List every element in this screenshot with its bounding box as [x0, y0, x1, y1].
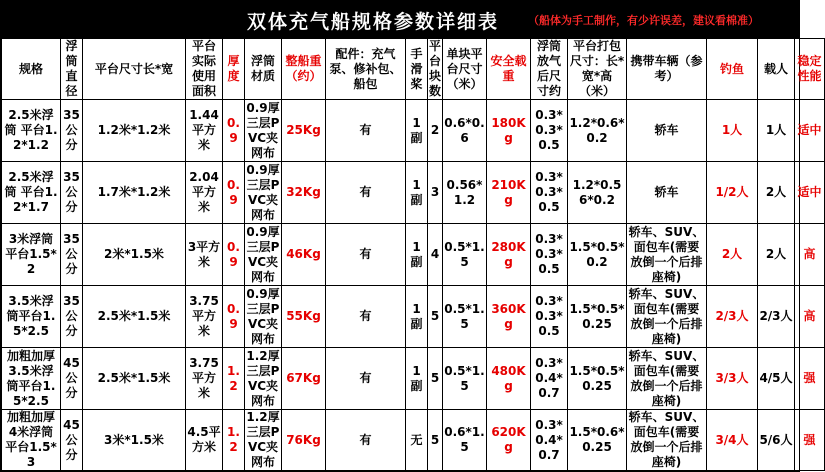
cell-thickness: 0.9	[223, 286, 245, 348]
cell-safe-load: 280Kg	[487, 224, 531, 286]
cell-float-material: 0.9厚三层PVC夹网布	[246, 286, 280, 346]
cell-spec: 加粗加厚3.5米浮筒平台1.5*2.5	[2, 348, 61, 410]
cell-usable-area: 3.75平方米	[186, 286, 223, 348]
cell-pack-size: 1.5*0.5*0.25	[568, 348, 627, 410]
cell-thickness: 0.9	[223, 100, 245, 162]
cell-stability: 高	[795, 224, 825, 286]
header-platform-pieces: 平台块数	[429, 39, 442, 98]
header-spec: 规格	[2, 39, 61, 100]
cell-platform-pieces: 2	[428, 100, 443, 162]
cell-accessories: 有	[326, 224, 406, 286]
cell-platform-size: 1.7米*1.2米	[83, 162, 186, 224]
header-paddles: 手滑桨	[406, 39, 428, 100]
cell-pack-size: 1.5*0.5*0.25	[568, 286, 627, 348]
cell-capacity: 4/5人	[758, 348, 795, 410]
cell-fishing: 3/4人	[707, 410, 758, 471]
cell-pack-size: 1.2*0.6*0.2	[568, 100, 627, 162]
cell-safe-load: 360Kg	[487, 286, 531, 348]
cell-platform-size: 2米*1.5米	[83, 224, 186, 286]
cell-paddles: 1副	[406, 286, 428, 348]
cell-platform-pieces: 5	[428, 286, 443, 348]
header-float-diameter: 浮筒直径	[61, 39, 83, 100]
cell-boat-weight: 25Kg	[282, 100, 326, 162]
cell-fishing: 2人	[707, 224, 758, 286]
cell-capacity: 1人	[758, 100, 795, 162]
table-title: 双体充气船规格参数详细表	[247, 11, 500, 33]
cell-platform-pieces: 4	[428, 224, 443, 286]
cell-vehicle: 轿车	[627, 100, 707, 162]
cell-boat-weight: 32Kg	[282, 162, 326, 224]
cell-float-diameter: 35公分	[61, 100, 83, 162]
cell-deflated-size: 0.3*0.4*0.7	[531, 348, 568, 410]
cell-float-diameter: 45公分	[61, 348, 83, 410]
cell-usable-area: 3平方米	[186, 224, 223, 286]
cell-vehicle: 轿车、SUV、面包车(需要放倒一个后排座椅)	[627, 348, 707, 410]
cell-paddles: 1副	[406, 162, 428, 224]
header-thickness: 厚度	[223, 39, 245, 100]
cell-usable-area: 3.75平方米	[186, 348, 223, 410]
cell-float-diameter: 35公分	[61, 286, 83, 348]
table-row	[2, 224, 825, 286]
cell-vehicle: 轿车、SUV、面包车(需要放倒一个后排座椅)	[627, 224, 707, 286]
table-row	[2, 100, 825, 162]
cell-capacity: 2/3人	[758, 286, 795, 348]
cell-thickness: 0.9	[223, 162, 245, 224]
cell-thickness: 1.2	[223, 348, 245, 410]
cell-safe-load: 480Kg	[487, 348, 531, 410]
spec-table	[1, 38, 825, 471]
cell-float-diameter: 45公分	[61, 410, 83, 471]
cell-accessories: 有	[326, 100, 406, 162]
header-pack-size: 平台打包尺寸：长*宽*高（米）	[568, 39, 627, 100]
cell-fishing: 1/2人	[707, 162, 758, 224]
cell-vehicle: 轿车、SUV、面包车(需要放倒一个后排座椅)	[627, 410, 707, 471]
cell-usable-area: 4.5平方米	[186, 410, 223, 471]
cell-paddles: 1副	[406, 224, 428, 286]
cell-fishing: 2/3人	[707, 286, 758, 348]
header-boat-weight: 整船重（约）	[282, 39, 326, 100]
header-usable-area: 平台实际使用面积	[186, 39, 223, 100]
cell-capacity: 5/6人	[758, 410, 795, 471]
cell-spec: 3.5米浮筒平台1.5*2.5	[2, 286, 61, 348]
header-float-material: 浮筒材质	[245, 39, 282, 100]
header-deflated-size: 浮筒放气后尺寸约	[531, 39, 568, 100]
cell-float-material: 0.9厚三层PVC夹网布	[246, 224, 280, 284]
cell-boat-weight: 76Kg	[282, 410, 326, 471]
cell-thickness: 1.2	[223, 410, 245, 471]
cell-vehicle: 轿车	[627, 162, 707, 224]
cell-paddles: 1副	[406, 100, 428, 162]
cell-paddles: 无	[406, 410, 428, 471]
cell-platform-size: 1.2米*1.2米	[83, 100, 186, 162]
cell-platform-pieces: 3	[428, 162, 443, 224]
cell-float-material: 1.2厚三层PVC夹网布	[246, 348, 280, 408]
cell-stability: 适中	[795, 162, 825, 224]
cell-vehicle: 轿车、SUV、面包车(需要放倒一个后排座椅)	[627, 286, 707, 348]
header-vehicle: 携带车辆（参考）	[627, 39, 707, 100]
cell-deflated-size: 0.3*0.3*0.5	[531, 100, 568, 162]
table-row	[2, 162, 825, 224]
cell-float-diameter: 35公分	[61, 162, 83, 224]
cell-piece-size: 0.56*1.2	[443, 162, 487, 224]
title-bar	[1, 1, 799, 38]
cell-platform-pieces: 5	[428, 410, 443, 471]
header-piece-size: 单块平台尺寸（米）	[443, 39, 487, 100]
cell-stability: 强	[795, 410, 825, 471]
cell-piece-size: 0.5*1.5	[443, 224, 487, 286]
cell-spec: 3米浮筒平台1.5*2	[2, 224, 61, 286]
header-safe-load: 安全载重	[487, 39, 531, 100]
header-platform-size: 平台尺寸长*宽	[83, 39, 186, 100]
cell-accessories: 有	[326, 410, 406, 471]
header-stability: 稳定性能	[795, 39, 825, 100]
cell-stability: 强	[795, 348, 825, 410]
cell-stability: 适中	[795, 100, 825, 162]
cell-usable-area: 1.44平方米	[186, 100, 223, 162]
cell-spec: 2.5米浮筒 平台1.2*1.7	[2, 162, 61, 224]
header-capacity: 载人	[758, 39, 795, 100]
cell-capacity: 2人	[758, 162, 795, 224]
cell-pack-size: 1.5*0.6*0.25	[568, 410, 627, 471]
cell-thickness: 0.9	[223, 224, 245, 286]
cell-piece-size: 0.5*1.5	[443, 286, 487, 348]
cell-accessories: 有	[326, 286, 406, 348]
cell-capacity: 2人	[758, 224, 795, 286]
cell-pack-size: 1.5*0.5*0.2	[568, 224, 627, 286]
header-accessories: 配件：充气泵、修补包、船包	[326, 39, 406, 100]
cell-platform-size: 2.5米*1.5米	[83, 286, 186, 348]
cell-piece-size: 0.6*1.5	[443, 410, 487, 471]
cell-spec: 2.5米浮筒 平台1.2*1.2	[2, 100, 61, 162]
cell-fishing: 1人	[707, 100, 758, 162]
cell-safe-load: 210Kg	[487, 162, 531, 224]
header-row	[2, 39, 825, 100]
table-row	[2, 348, 825, 410]
cell-deflated-size: 0.3*0.3*0.5	[531, 162, 568, 224]
cell-platform-size: 3米*1.5米	[83, 410, 186, 471]
cell-spec: 加粗加厚4米浮筒平台1.5*3	[2, 410, 61, 471]
cell-deflated-size: 0.3*0.4*0.7	[531, 410, 568, 471]
cell-boat-weight: 55Kg	[282, 286, 326, 348]
cell-deflated-size: 0.3*0.3*0.5	[531, 286, 568, 348]
cell-float-material: 0.9厚三层PVC夹网布	[246, 162, 280, 222]
cell-fishing: 3/3人	[707, 348, 758, 410]
cell-safe-load: 620Kg	[487, 410, 531, 471]
header-fishing: 钓鱼	[707, 39, 758, 100]
cell-float-material: 1.2厚三层PVC夹网布	[246, 410, 280, 469]
cell-accessories: 有	[326, 348, 406, 410]
table-row	[2, 286, 825, 348]
cell-piece-size: 0.5*1.5	[443, 348, 487, 410]
cell-boat-weight: 46Kg	[282, 224, 326, 286]
cell-piece-size: 0.6*0.6	[443, 100, 487, 162]
cell-boat-weight: 67Kg	[282, 348, 326, 410]
cell-platform-pieces: 5	[428, 348, 443, 410]
cell-deflated-size: 0.3*0.3*0.5	[531, 224, 568, 286]
title-note: （船体为手工制作，有少许误差，建议看棉准）	[528, 14, 759, 27]
cell-paddles: 1副	[406, 348, 428, 410]
cell-safe-load: 180Kg	[487, 100, 531, 162]
cell-accessories: 有	[326, 162, 406, 224]
cell-stability: 高	[795, 286, 825, 348]
cell-pack-size: 1.2*0.56*0.2	[568, 162, 627, 224]
cell-float-material: 0.9厚三层PVC夹网布	[246, 100, 280, 160]
table-row	[2, 410, 825, 471]
cell-platform-size: 2.5米*1.5米	[83, 348, 186, 410]
cell-usable-area: 2.04平方米	[186, 162, 223, 224]
cell-float-diameter: 35公分	[61, 224, 83, 286]
